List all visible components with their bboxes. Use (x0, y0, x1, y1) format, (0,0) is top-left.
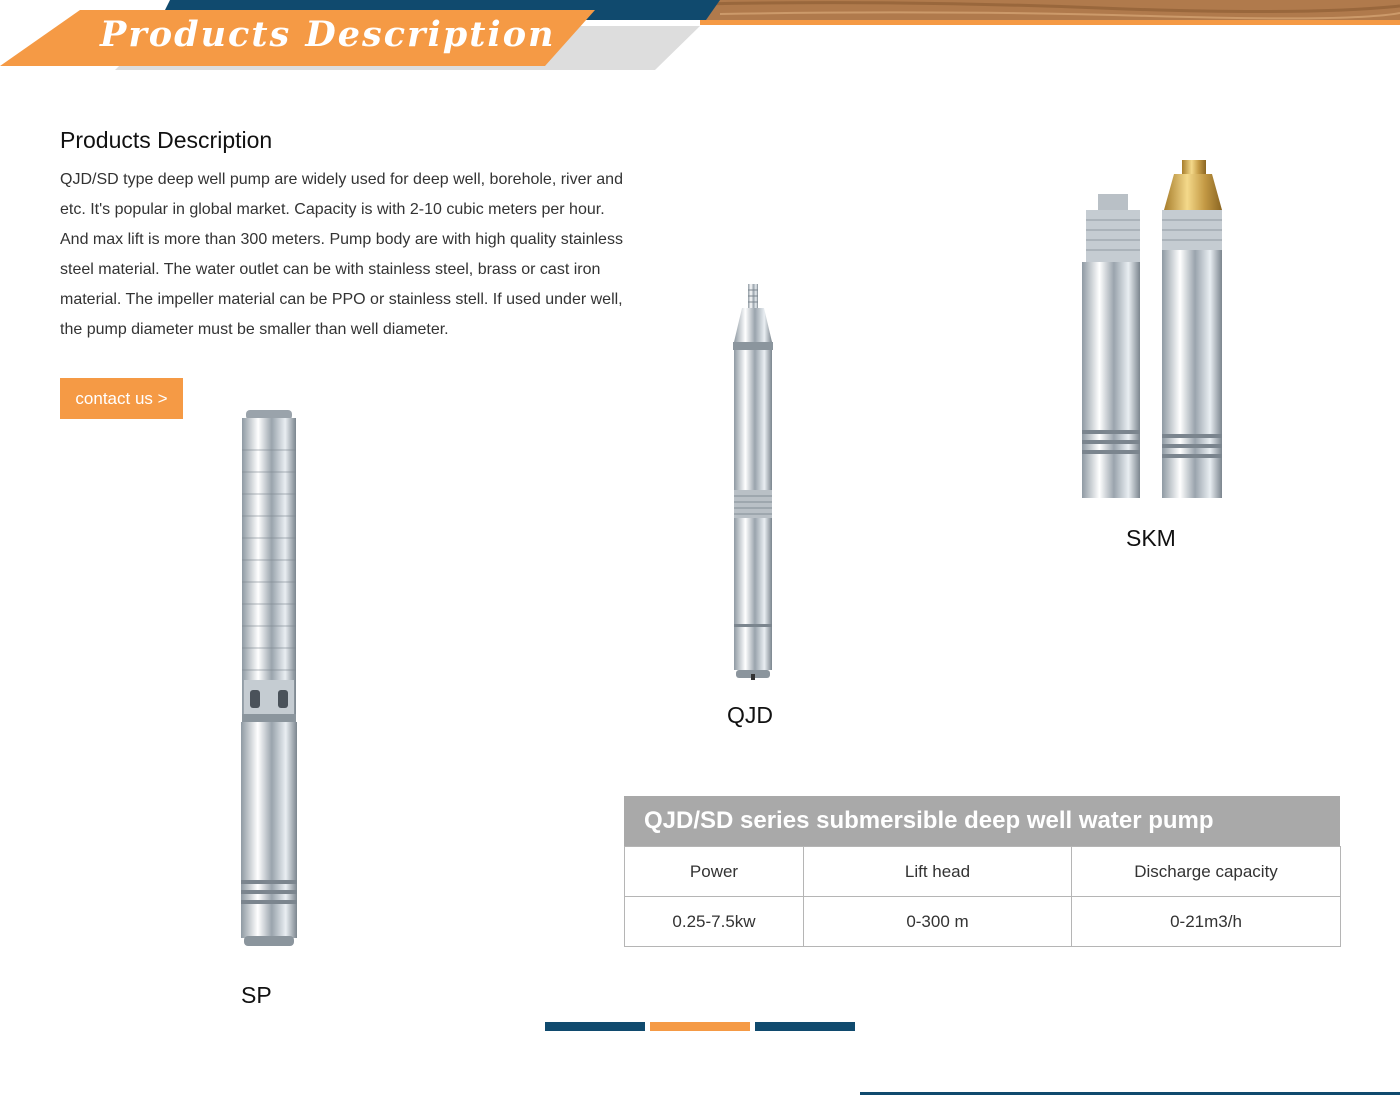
spec-header-power: Power (625, 847, 804, 897)
spec-value-power: 0.25-7.5kw (625, 897, 804, 947)
banner-title: Products Description (100, 14, 556, 55)
section-heading: Products Description (60, 127, 273, 153)
contact-us-button[interactable]: contact us > (60, 378, 183, 419)
divider-bar-middle (650, 1022, 750, 1031)
spec-header-lift-head: Lift head (804, 847, 1072, 897)
header-banner (0, 0, 1400, 80)
spec-value-lift-head: 0-300 m (804, 897, 1072, 947)
sp-pump-image (238, 410, 300, 946)
spec-header-discharge: Discharge capacity (1072, 847, 1341, 897)
skm-label: SKM (1126, 525, 1176, 551)
spec-value-discharge: 0-21m3/h (1072, 897, 1341, 947)
spec-grid (624, 846, 1341, 947)
spec-table-title: QJD/SD series submersible deep well water pump (624, 796, 1340, 846)
qjd-pump-image (728, 284, 778, 680)
spec-value-row (625, 897, 1341, 947)
skm-pump-image (1078, 158, 1226, 502)
qjd-label: QJD (727, 702, 773, 728)
spec-header-row (625, 847, 1341, 897)
description-text: QJD/SD type deep well pump are widely used for deep well, borehole, river and etc. It's popular in global market. Capacity is with 2-10 cubic meters per hour. And max lift is more than 300 meters. Pump body are with high quality stainless steel material. The water outlet can be with stainless steel, brass or cast iron material. The impeller material can be PPO or stainless stell. If used under well, the pump diameter must be smaller than well diameter. (60, 171, 623, 338)
spec-table (624, 796, 1340, 947)
sp-label: SP (241, 982, 272, 1008)
divider-bar-right (755, 1022, 855, 1031)
divider-bar-left (545, 1022, 645, 1031)
